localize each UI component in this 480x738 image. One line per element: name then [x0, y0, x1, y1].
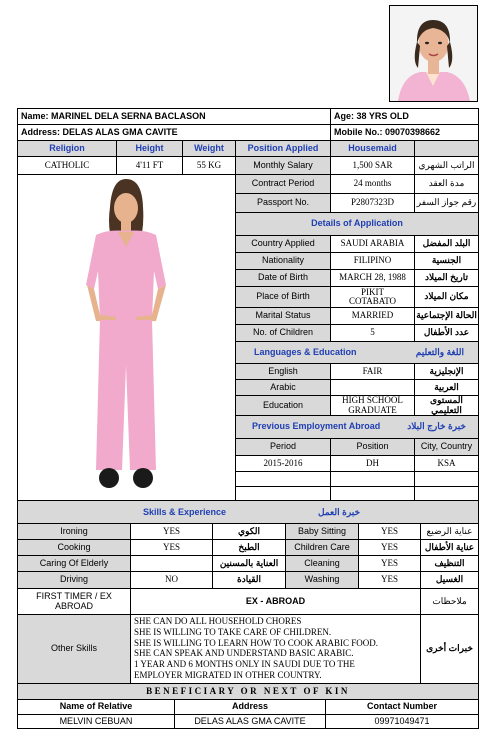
skill-driving-ar: القيادة	[212, 571, 286, 589]
skill-elderly-value	[130, 555, 213, 572]
applicant-mobile: Mobile No.: 09070398662	[330, 124, 479, 141]
nationality-label: Nationality	[235, 252, 331, 270]
employment-period: 2015-2016	[235, 455, 331, 472]
skill-babysitting-label: Baby Sitting	[285, 523, 359, 540]
skill-babysitting-ar: عناية الرضيع	[420, 523, 479, 540]
nationality-value: FILIPINO	[330, 252, 415, 270]
blank-header-cell	[414, 140, 479, 157]
children-ar: عدد الأطفال	[414, 324, 479, 342]
skills-title-row	[17, 500, 479, 524]
marital-ar: الحالة الإجتماعية	[414, 307, 479, 325]
employment-empty-cell	[330, 486, 415, 501]
marital-label: Marital Status	[235, 307, 331, 325]
skill-cooking-ar: الطبخ	[212, 539, 286, 556]
english-label: English	[235, 363, 331, 380]
salary-label: Monthly Salary	[235, 156, 331, 175]
pob-ar: مكان الميلاد	[414, 286, 479, 308]
religion-value: CATHOLIC	[17, 156, 117, 175]
employment-position: DH	[330, 455, 415, 472]
skill-ironing-value: YES	[130, 523, 213, 540]
skill-washing-label: Washing	[285, 571, 359, 589]
skills-title: Skills & Experience	[143, 507, 227, 517]
skill-cleaning-label: Cleaning	[285, 555, 359, 572]
applicant-age: Age: 38 YRS OLD	[330, 108, 479, 125]
skill-washing-value: YES	[358, 571, 421, 589]
other-skills-text: SHE CAN DO ALL HOUSEHOLD CHORES SHE IS WILLING TO TAKE CARE OF CHILDREN. SHE IS WILLING TO LEARN HOW TO COOK ARABIC FOOD. SHE CAN SPEAK AND UNDERSTAND BASIC ARABIC. 1 YEAR AND 6 MONTHS ONLY IN SAUDI DUE TO THE EMPLOYER MIGRATED IN OTHER COUNTRY.	[130, 614, 421, 684]
employment-title-ar: خبرة خارج البلاد	[407, 421, 466, 432]
marital-value: MARRIED	[330, 307, 415, 325]
weight-value: 55 KG	[182, 156, 236, 175]
contract-label: Contract Period	[235, 174, 331, 194]
languages-title-ar: اللغة والتعليم	[415, 346, 464, 357]
employment-empty-cell	[414, 486, 479, 501]
beneficiary-name: MELVIN CEBUAN	[17, 714, 175, 729]
height-header: Height	[116, 140, 183, 157]
skill-cooking-value: YES	[130, 539, 213, 556]
employment-empty-cell	[330, 471, 415, 487]
pob-label: Place of Birth	[235, 286, 331, 308]
passport-ar: رقم جواز السفر	[414, 193, 479, 213]
pob-value: PIKIT COTABATO	[330, 286, 415, 308]
skill-ironing-label: Ironing	[17, 523, 131, 540]
skill-childcare-value: YES	[358, 539, 421, 556]
skill-driving-label: Driving	[17, 571, 131, 589]
dob-value: MARCH 28, 1988	[330, 269, 415, 287]
employment-title-row	[235, 415, 479, 439]
languages-title-row	[235, 341, 479, 364]
employment-header-city: City, Country	[414, 438, 479, 456]
country-applied-ar: البلد المفضل	[414, 235, 479, 253]
other-skills-label: Other Skills	[17, 614, 131, 684]
skill-driving-value: NO	[130, 571, 213, 589]
first-timer-value: EX - ABROAD	[130, 588, 421, 615]
full-body-photo	[17, 174, 236, 501]
beneficiary-address: DELAS ALAS GMA CAVITE	[174, 714, 326, 729]
skills-title-ar: خبرة العمل	[318, 507, 361, 517]
beneficiary-contact: 09971049471	[325, 714, 479, 729]
nationality-ar: الجنسية	[414, 252, 479, 270]
skill-elderly-ar: العناية بالمسنين	[212, 555, 286, 572]
details-title: Details of Application	[235, 212, 479, 236]
beneficiary-header-address: Address	[174, 699, 326, 715]
education-ar: المستوى التعليمي	[414, 395, 479, 416]
applicant-address: Address: DELAS ALAS GMA CAVITE	[17, 124, 331, 141]
education-label: Education	[235, 395, 331, 416]
country-applied-value: SAUDI ARABIA	[330, 235, 415, 253]
skill-ironing-ar: الكوي	[212, 523, 286, 540]
beneficiary-header-contact: Contact Number	[325, 699, 479, 715]
dob-ar: تاريخ الميلاد	[414, 269, 479, 287]
employment-header-position: Position	[330, 438, 415, 456]
beneficiary-header-name: Name of Relative	[17, 699, 175, 715]
employment-city: KSA	[414, 455, 479, 472]
weight-header: Weight	[182, 140, 236, 157]
arabic-label: Arabic	[235, 379, 331, 396]
skill-childcare-label: Children Care	[285, 539, 359, 556]
children-value: 5	[330, 324, 415, 342]
contract-value: 24 months	[330, 174, 415, 194]
arabic-value	[330, 379, 415, 396]
languages-title: Languages & Education	[254, 346, 357, 357]
religion-header: Religion	[17, 140, 117, 157]
headshot-photo	[389, 5, 478, 102]
employment-empty-cell	[235, 471, 331, 487]
passport-label: Passport No.	[235, 193, 331, 213]
education-value: HIGH SCHOOL GRADUATE	[330, 395, 415, 416]
other-skills-ar: خبرات أخرى	[420, 614, 479, 684]
arabic-ar: العربية	[414, 379, 479, 396]
employment-title: Previous Employment Abroad	[252, 421, 381, 432]
country-applied-label: Country Applied	[235, 235, 331, 253]
children-label: No. of Children	[235, 324, 331, 342]
skill-childcare-ar: عناية الأطفال	[420, 539, 479, 556]
height-value: 4'11 FT	[116, 156, 183, 175]
dob-label: Date of Birth	[235, 269, 331, 287]
passport-value: P2807323D	[330, 193, 415, 213]
skill-cooking-label: Cooking	[17, 539, 131, 556]
employment-empty-cell	[235, 486, 331, 501]
employment-header-period: Period	[235, 438, 331, 456]
contract-ar: مدة العقد	[414, 174, 479, 194]
position-value: Housemaid	[330, 140, 415, 157]
salary-ar: الراتب الشهري	[414, 156, 479, 175]
skill-cleaning-value: YES	[358, 555, 421, 572]
first-timer-label: FIRST TIMER / EX ABROAD	[17, 588, 131, 615]
remarks-ar: ملاحظات	[420, 588, 479, 615]
skill-babysitting-value: YES	[358, 523, 421, 540]
employment-empty-cell	[414, 471, 479, 487]
position-header: Position Applied	[235, 140, 331, 157]
beneficiary-title: BENEFICIARY OR NEXT OF KIN	[17, 683, 479, 700]
skill-elderly-label: Caring Of Elderly	[17, 555, 131, 572]
english-value: FAIR	[330, 363, 415, 380]
applicant-name: Name: MARINEL DELA SERNA BACLASON	[17, 108, 331, 125]
skill-cleaning-ar: التنظيف	[420, 555, 479, 572]
salary-value: 1,500 SAR	[330, 156, 415, 175]
skill-washing-ar: الغسيل	[420, 571, 479, 589]
english-ar: الإنجليزية	[414, 363, 479, 380]
